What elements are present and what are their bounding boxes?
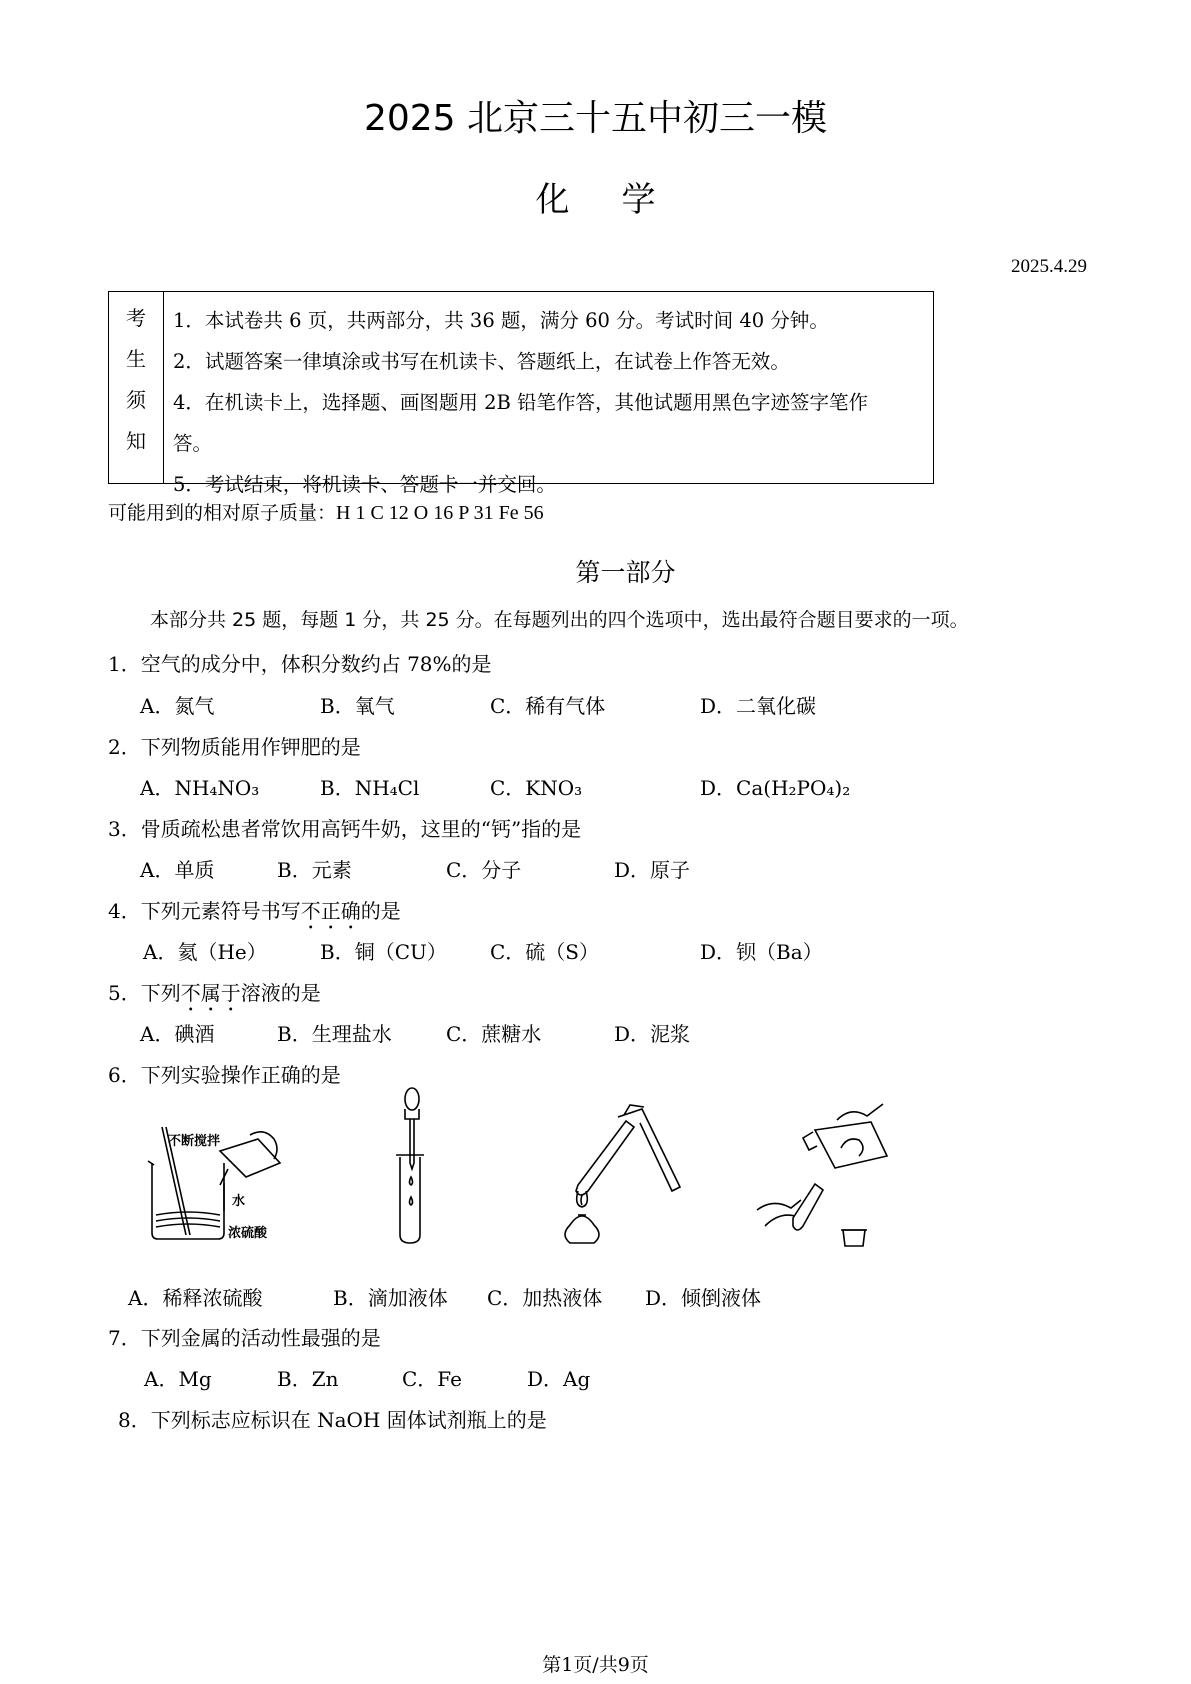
exam-date: 2025.4.29 [1011, 256, 1087, 277]
figure-heat-liquid [560, 1095, 690, 1245]
q5-stem-pre: 5．下列 [108, 981, 181, 1005]
q3-option-a: A．单质 [140, 858, 215, 882]
question-3-stem: 3．骨质疏松患者常饮用高钙牛奶，这里的“钙”指的是 [108, 817, 582, 841]
q5-option-c: C．蔗糖水 [446, 1022, 542, 1046]
q2-option-a: A．NH₄NO₃ [140, 776, 260, 800]
q4-option-c: C．硫（S） [490, 940, 600, 964]
q5-option-a: A．碘酒 [140, 1022, 215, 1046]
figure-label-water: 水 [232, 1194, 246, 1209]
question-8-stem: 8．下列标志应标识在 NaOH 固体试剂瓶上的是 [118, 1408, 547, 1432]
q1-option-a: A．氮气 [140, 694, 215, 718]
q5-option-b: B．生理盐水 [277, 1022, 392, 1046]
q1-option-d: D．二氧化碳 [700, 694, 817, 718]
notice-item: 答。 [173, 432, 213, 455]
question-7-stem: 7．下列金属的活动性最强的是 [108, 1326, 381, 1350]
q3-option-b: B．元素 [277, 858, 352, 882]
q4-stem-post: 的是 [360, 899, 401, 923]
notice-label-char: 生 [126, 347, 146, 371]
notice-item: 2．试题答案一律填涂或书写在机读卡、答题纸上，在试卷上作答无效。 [173, 350, 790, 373]
question-1-stem: 1．空气的成分中，体积分数约占 78%的是 [108, 652, 492, 676]
notice-item: 4．在机读卡上，选择题、画图题用 2B 铅笔作答，其他试题用黑色字迹签字笔作 [173, 391, 869, 414]
q6-option-c: C．加热液体 [487, 1286, 603, 1310]
q2-option-c: C．KNO₃ [490, 776, 583, 800]
q4-option-b: B．铜（CU） [320, 940, 447, 964]
page-number: 第1页/共9页 [542, 1654, 649, 1676]
q4-stem-pre: 4．下列元素符号书写 [108, 899, 301, 923]
part-title: 第一部分 [575, 558, 676, 587]
figure-label-stir: 不断搅拌 [168, 1134, 221, 1149]
q7-option-b: B．Zn [277, 1367, 339, 1391]
q4-option-d: D．钡（Ba） [700, 940, 823, 964]
q5-stem-post: 溶液的是 [240, 981, 321, 1005]
atomic-mass-label: 可能用到的相对原子质量： [108, 502, 337, 524]
question-4-stem [108, 895, 401, 934]
q7-option-a: A．Mg [144, 1367, 212, 1391]
notice-label-char: 须 [126, 388, 146, 412]
q1-option-b: B．氧气 [320, 694, 395, 718]
q6-option-a: A．稀释浓硫酸 [128, 1286, 263, 1310]
atomic-mass-line [108, 498, 544, 525]
q5-stem-emphasis: 不属于 [180, 981, 241, 1005]
notice-label-char: 知 [126, 429, 146, 453]
q4-option-a: A．氦（He） [143, 940, 267, 964]
q7-option-d: D．Ag [527, 1367, 591, 1391]
question-2-stem: 2．下列物质能用作钾肥的是 [108, 735, 361, 759]
question-5-stem [108, 977, 321, 1016]
question-6-stem: 6．下列实验操作正确的是 [108, 1063, 341, 1087]
q2-option-d: D．Ca(H₂PO₄)₂ [700, 776, 851, 800]
notice-item: 5．考试结束，将机读卡、答题卡一并交回。 [173, 473, 556, 496]
q2-option-b: B．NH₄Cl [320, 776, 420, 800]
part-description: 本部分共 25 题，每题 1 分，共 25 分。在每题列出的四个选项中，选出最符合题目要求的一项。 [150, 609, 969, 631]
figure-pour-liquid [755, 1100, 905, 1250]
q4-stem-emphasis: 不正确 [300, 899, 361, 923]
page-title: 2025 北京三十五中初三一模 [363, 98, 828, 139]
q6-option-d: D．倾倒液体 [645, 1286, 762, 1310]
q6-option-b: B．滴加液体 [333, 1286, 448, 1310]
exam-notice-box [108, 291, 934, 496]
figure-dilute-acid [140, 1105, 300, 1245]
q5-option-d: D．泥浆 [614, 1022, 691, 1046]
figure-drop-liquid [390, 1085, 460, 1245]
notice-items [173, 300, 927, 505]
notice-label-char: 考 [126, 306, 146, 330]
subject-title: 化学 [535, 180, 708, 220]
atomic-mass-values: H 1 C 12 O 16 P 31 Fe 56 [336, 502, 544, 524]
q3-option-c: C．分子 [446, 858, 522, 882]
notice-item: 1．本试卷共 6 页，共两部分，共 36 题，满分 60 分。考试时间 40 分钟。 [173, 309, 829, 332]
q7-option-c: C．Fe [402, 1367, 462, 1391]
notice-label [109, 292, 164, 483]
q1-option-c: C．稀有气体 [490, 694, 606, 718]
q3-option-d: D．原子 [614, 858, 691, 882]
figure-label-acid: 浓硫酸 [228, 1226, 268, 1241]
